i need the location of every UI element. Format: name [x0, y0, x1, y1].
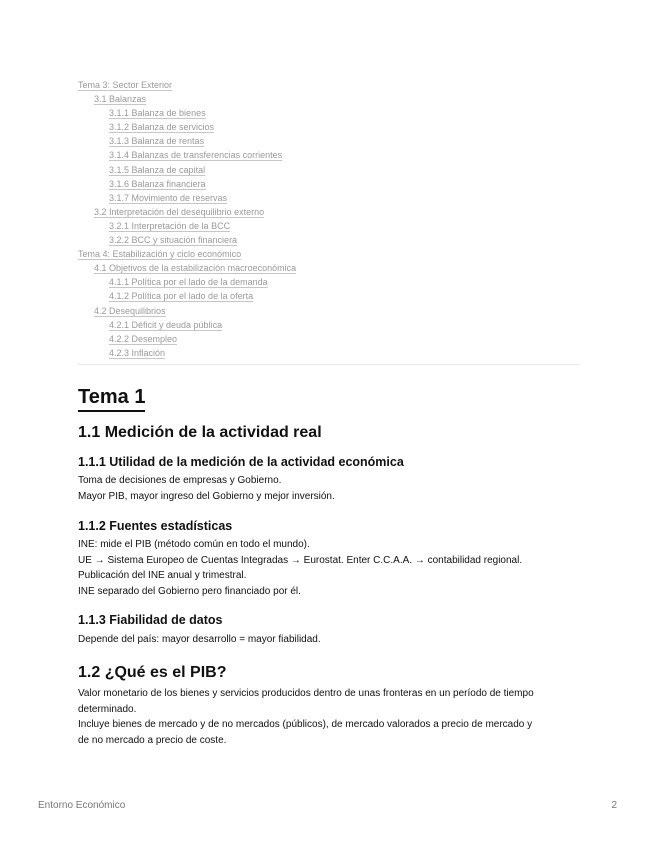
- toc-link-3-1[interactable]: 3.1 Balanzas: [94, 94, 147, 105]
- paragraph-1-2: [78, 686, 580, 748]
- toc-link-tema-4[interactable]: Tema 4: Estabilización y ciclo económico: [78, 249, 242, 260]
- toc-link-3-2[interactable]: 3.2 Interpretación del desequilibrio externo: [94, 206, 265, 217]
- text-line: Depende del país: mayor desarrollo = mayor fiabilidad.: [78, 634, 321, 645]
- toc-link-4-1-2[interactable]: 4.1.2 Política por el lado de la oferta: [109, 291, 254, 302]
- text-line: INE separado del Gobierno pero financiado por él.: [78, 585, 301, 597]
- text-line: INE: mide el PIB (método común en todo el mundo).: [78, 539, 310, 550]
- toc-link-4-2[interactable]: 4.2 Desequilibrios: [94, 305, 166, 316]
- toc-link-3-1-1[interactable]: 3.1.1 Balanza de bienes: [109, 108, 206, 119]
- toc-link-3-1-7[interactable]: 3.1.7 Movimiento de reservas: [109, 192, 228, 203]
- toc-link-3-1-2[interactable]: 3.1.2 Balanza de servicios: [109, 122, 215, 133]
- text-line: Mayor PIB, mayor ingreso del Gobierno y mejor inversión.: [78, 490, 335, 502]
- section-heading-1-1: 1.1 Medición de la actividad real: [78, 424, 322, 441]
- toc-link-3-1-4[interactable]: 3.1.4 Balanzas de transferencias corrientes: [109, 150, 283, 161]
- toc-link-4-2-3[interactable]: 4.2.3 Inflación: [109, 347, 166, 358]
- text-line: Valor monetario de los bienes y servicios producidos dentro de unas fronteras en un período de tiempo: [78, 688, 534, 699]
- section-heading-1-2: 1.2 ¿Qué es el PIB?: [78, 664, 227, 681]
- toc-link-4-1[interactable]: 4.1 Objetivos de la estabilización macroeconómica: [94, 263, 297, 274]
- text-line: Toma de decisiones de empresas y Gobierno.: [78, 475, 282, 486]
- toc-link-4-2-2[interactable]: 4.2.2 Desempleo: [109, 333, 178, 344]
- text-line: UE → Sistema Europeo de Cuentas Integradas → Eurostat. Enter C.C.A.A. → contabilidad regional.: [78, 554, 523, 566]
- toc-link-3-1-6[interactable]: 3.1.6 Balanza financiera: [109, 178, 206, 189]
- table-of-contents: [78, 78, 580, 360]
- footer-document-title: Entorno Económico: [38, 800, 126, 811]
- footer-page-number: 2: [611, 800, 617, 811]
- toc-link-3-2-1[interactable]: 3.2.1 Interpretación de la BCC: [109, 220, 231, 231]
- text-line: de no mercado a precio de coste.: [78, 734, 227, 746]
- toc-link-tema-3[interactable]: Tema 3: Sector Exterior: [78, 80, 173, 90]
- toc-link-3-1-5[interactable]: 3.1.5 Balanza de capital: [109, 164, 206, 175]
- text-line: Incluye bienes de mercado y de no mercados (públicos), de mercado valorados a precio de mercado y: [78, 719, 533, 731]
- paragraph-1-1-1: [78, 473, 580, 504]
- subsection-heading-1-1-2: 1.1.2 Fuentes estadísticas: [78, 519, 233, 533]
- paragraph-1-1-3: [78, 632, 580, 648]
- text-line: Publicación del INE anual y trimestral.: [78, 570, 247, 582]
- subsection-heading-1-1-1: 1.1.1 Utilidad de la medición de la actividad económica: [78, 455, 404, 469]
- paragraph-1-1-2: [78, 537, 580, 599]
- toc-link-4-1-1[interactable]: 4.1.1 Política por el lado de la demanda: [109, 277, 268, 288]
- toc-link-4-2-1[interactable]: 4.2.1 Déficit y deuda pública: [109, 319, 223, 330]
- toc-link-3-1-3[interactable]: 3.1.3 Balanza de rentas: [109, 136, 205, 147]
- toc-link-3-2-2[interactable]: 3.2.2 BCC y situación financiera: [109, 235, 238, 246]
- chapter-title: Tema 1: [78, 384, 145, 412]
- toc-divider: [78, 364, 580, 365]
- text-line: determinado.: [78, 703, 137, 715]
- subsection-heading-1-1-3: 1.1.3 Fiabilidad de datos: [78, 613, 223, 627]
